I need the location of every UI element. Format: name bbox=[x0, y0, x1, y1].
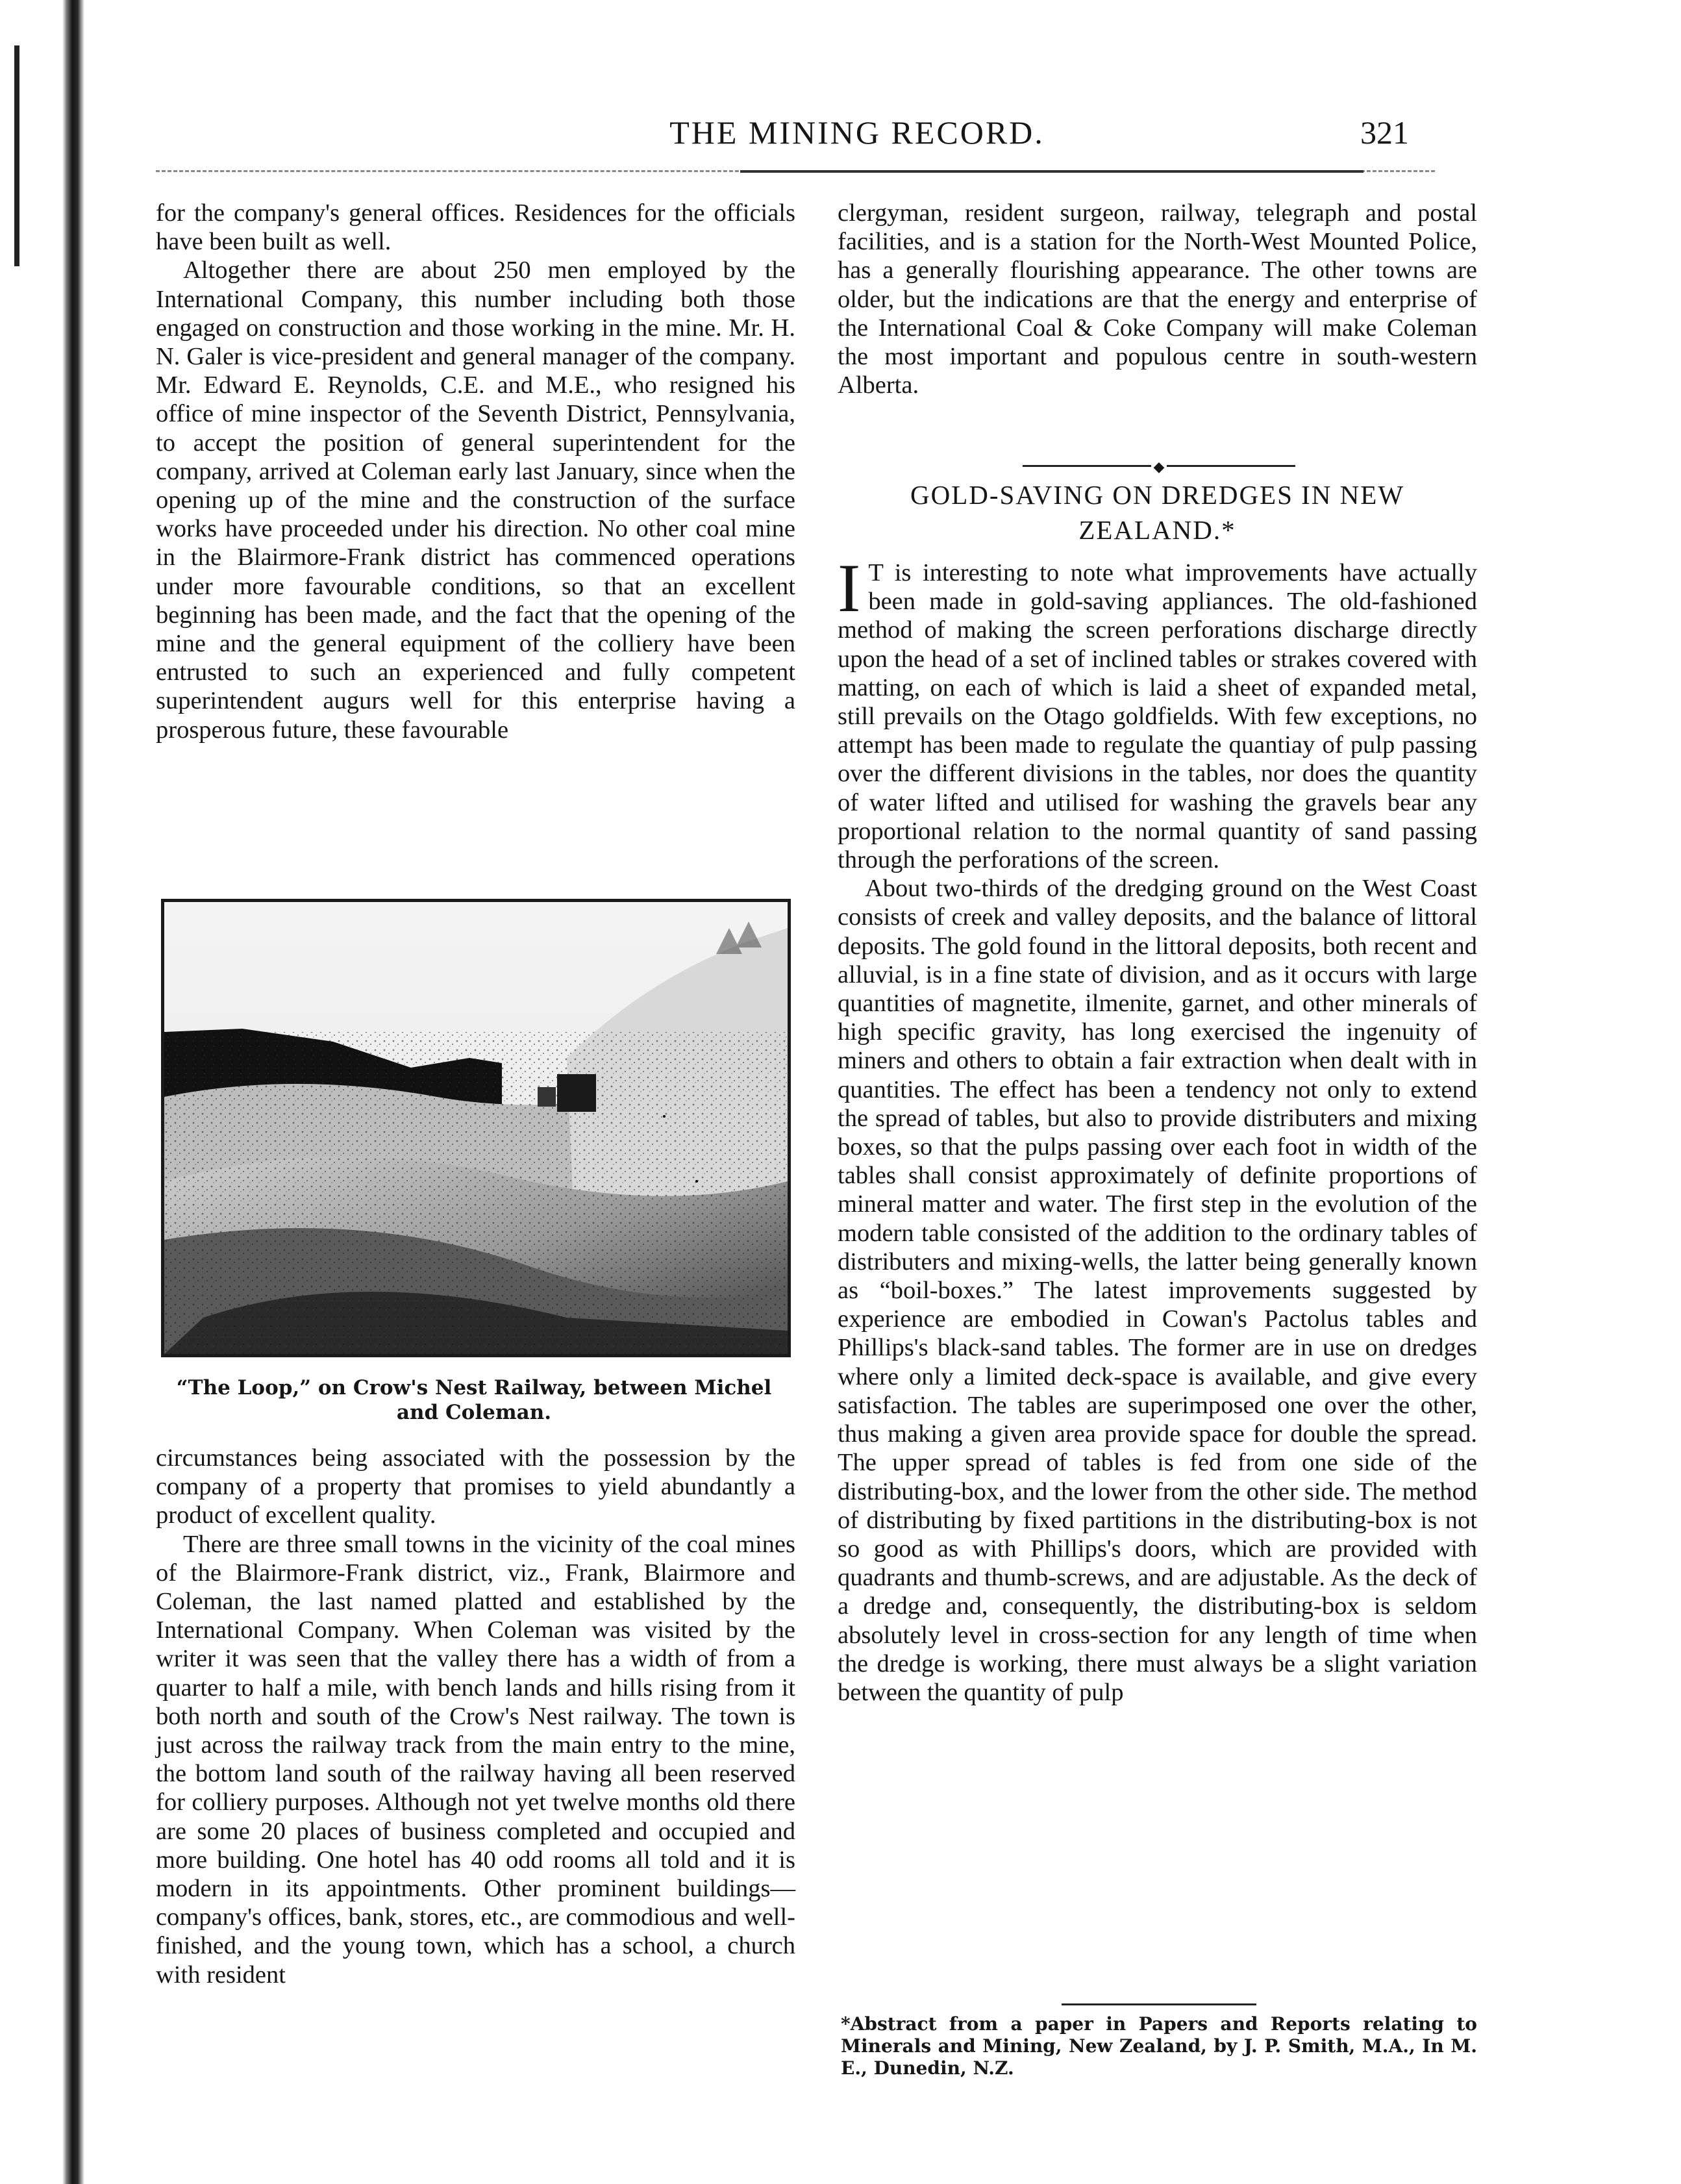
loop-railway-photo bbox=[161, 899, 791, 1357]
header-rule-solid bbox=[740, 170, 1363, 173]
paragraph bbox=[838, 550, 1477, 874]
article-body bbox=[838, 550, 1477, 1707]
paragraph: circumstances being associated with the possession by the company of a property that promises to yield abundantly a product of excellent quality. bbox=[156, 1444, 795, 1529]
mountain-landscape-image bbox=[164, 902, 788, 1354]
paragraph: clergyman, resident surgeon, railway, telegraph and postal facilities, and is a station for the North-West Mounted Police, has a generally flourishing appearance. The other towns are older, but the indications are that the energy and enterprise of the International Coal & Coke Company will make Coleman the most important and populous centre in south-western Alberta. bbox=[838, 199, 1477, 399]
left-column-top bbox=[156, 199, 795, 744]
footnote: *Abstract from a paper in Papers and Reports relating to Minerals and Mining, New Zealand, by J. P. Smith, M.A., In M. E., Dunedin, N.Z. bbox=[841, 2013, 1477, 2079]
first-paragraph-text: T is interesting to note what improvements have actually been made in gold-saving appliances. The old-fashioned method of making the screen perforations discharge directly upon the head of a set of inclined tables or strakes covered with matting, on each of which is laid a sheet of expanded metal, still prevails on the Otago goldfields. With few exceptions, no attempt has been made to regulate the quantiay of pulp passing over the different divisions in the tables, nor does the quantity of water lifted and utilised for washing the gravels bear any proportional relation to the normal quantity of sand passing through the perforations of the screen. bbox=[838, 559, 1477, 874]
paragraph: There are three small towns in the vicinity of the coal mines of the Blairmore-Frank district, viz., Frank, Blairmore and Coleman, the last named platted and established by the International Company. When Coleman was visited by the writer it was seen that the valley there has a width of from a quarter to half a mile, with bench lands and hills rising from it both north and south of the Crow's Nest railway. The town is just across the railway track from the main entry to the mine, the bottom land south of the railway having all been reserved for colliery purposes. Although not yet twelve months old there are some 20 places of business completed and occupied and more building. One hotel has 40 odd rooms all told and it is modern in its appointments. Other prominent buildings—company's offices, bank, stores, etc., are commodious and well-finished, and the young town, which has a school, a church with resident bbox=[156, 1530, 795, 1989]
ornament-icon: ◆ bbox=[1151, 458, 1167, 475]
page-number: 321 bbox=[1360, 114, 1409, 151]
paragraph: Altogether there are about 250 men employed by the International Company, this number including both those engaged on construction and those working in the mine. Mr. H. N. Galer is vice-president and general manager of the company. Mr. Edward E. Reynolds, C.E. and M.E., who resigned his office of mine inspector of the Seventh District, Pennsylvania, to accept the position of general superintendent for the company, arrived at Coleman early last January, since when the opening up of the mine and the construction of the surface works have proceeded under his direction. No other coal mine in the Blairmore-Frank district has commenced operations under more favourable conditions, so that an excellent beginning has been made, and the fact that the opening of the mine and the general equipment of the colliery have been entrusted to such an experienced and fully competent superintendent augurs well for this enterprise having a prosperous future, these favourable bbox=[156, 257, 795, 744]
section-divider bbox=[1023, 460, 1295, 473]
page-edge-mark bbox=[14, 45, 19, 266]
article-heading: GOLD-SAVING ON DREDGES IN NEW ZEALAND.* bbox=[910, 480, 1405, 545]
paragraph: About two-thirds of the dredging ground on the West Coast consists of creek and valley deposits, and the balance of littoral deposits. The gold found in the littoral deposits, both recent and alluvial, is in a fine state of division, and as it occurs with large quantities of magnetite, ilmenite, garnet, and other minerals of high specific gravity, has long exercised the ingenuity of miners and others to obtain a fair extraction when dealt with in quantities. The effect has been a tendency not only to extend the spread of tables, but also to provide distributers and mixing boxes, so that the pulps passing over each foot in width of the tables shall consist approximately of definite proportions of mineral matter and water. The first step in the evolution of the modern table consisted of the addition to the ordinary tables of distributers and mixing-wells, the latter being generally known as “boil-boxes.” The latest improvements suggested by experience are embodied in Cowan's Pactolus tables and Phillips's black-sand tables. The former are in use on dredges where only a limited deck-space is available, and give every satisfaction. The tables are superimposed one over the other, thus making a given area provide space for double the spread. The upper spread of tables is fed from one side of the distributing-box, and the lower from the other side. The method of distributing by fixed partitions in the distributing-box is not so good as with Phillips's doors, which are provided with quadrants and thumb-screws, and are adjustable. As the deck of a dredge and, consequently, the distributing-box is seldom absolutely level in cross-section for any length of time when the dredge is working, there must always be a slight variation between the quantity of pulp bbox=[838, 875, 1477, 1706]
left-column-bottom bbox=[156, 1444, 795, 1989]
page-header bbox=[156, 114, 1435, 166]
photo-caption: “The Loop,” on Crow's Nest Railway, between Michel and Coleman. bbox=[176, 1376, 772, 1424]
page-binding-shadow bbox=[62, 0, 84, 2184]
paragraph: for the company's general offices. Residences for the officials have been built as well. bbox=[156, 199, 795, 256]
drop-cap: I bbox=[838, 550, 861, 626]
running-title: THE MINING RECORD. bbox=[669, 114, 1045, 151]
right-column-top bbox=[838, 199, 1477, 399]
footnote-rule bbox=[1062, 2003, 1256, 2005]
